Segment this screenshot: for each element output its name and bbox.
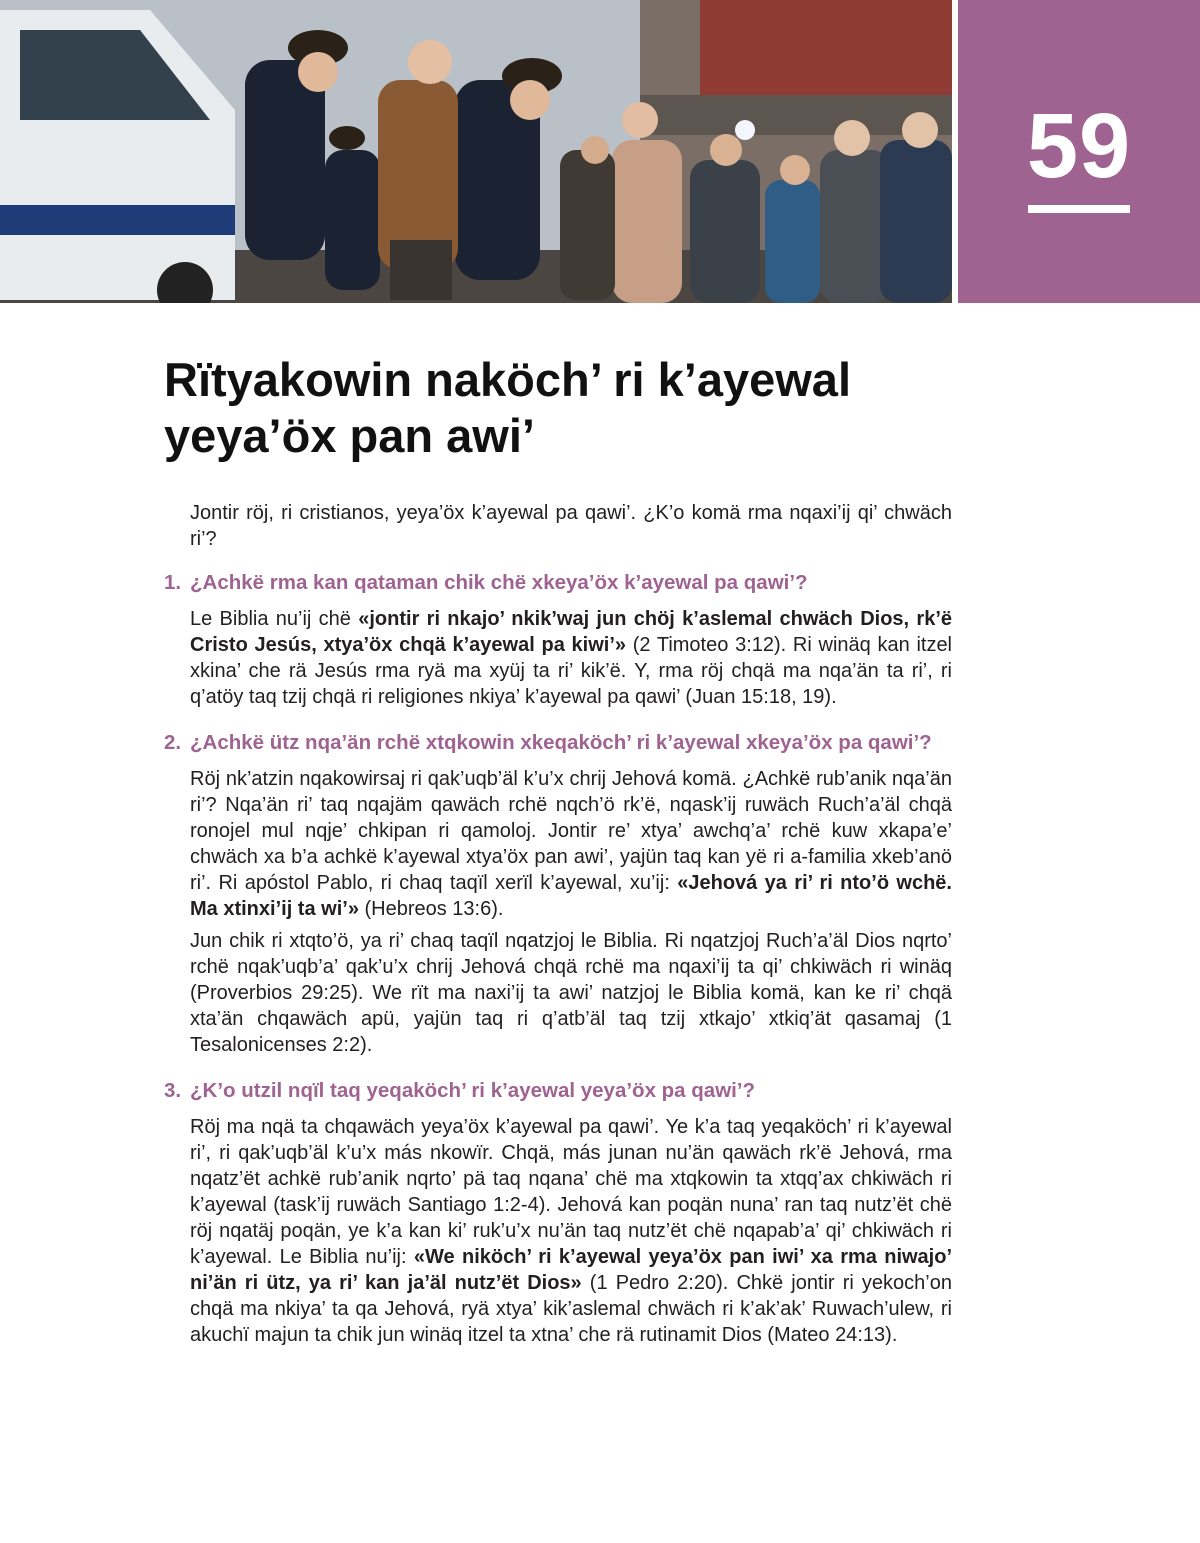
section-question — [164, 570, 952, 596]
text-run: (Hebreos 13:6). — [358, 898, 504, 920]
section-paragraph — [164, 766, 952, 922]
intro-paragraph: Jontir röj, ri cristianos, yeya’öx k’ayewal pa qawi’. ¿K’o komä rma nqaxi’ij qi’ chwäch ri’? — [190, 502, 952, 550]
scripture-quote: «jontir ri nkajo’ nkik’waj jun chöj k’aslemal chwäch Dios, rk’ë Cristo Jesús, xtya’öx chqä k’ayewal pa kiwi’» — [190, 608, 952, 656]
section-3 — [164, 1078, 952, 1348]
text-run: Jun chik ri xtqto’ö, ya ri’ chaq taqïl nqatzjoj le Biblia. Ri nqatzjoj Ruch’a’äl Dios nqrto’ rchë nqak’uqb’a’ qak’u’x chrij Jehová chqä rchë ma nqaxi’ij ta qi’ chkiwäch ri winäq (Proverbios 29:25). We rït ma naxi’ij ta awi’ natzjoj le Biblia komä, kan ke ri’ chqä xta’än chqawäch apü, yajün taq ri q’atb’äl taq tzij xtkajo’ xtkiq’ät qasamaj (1 Tesalonicenses 2:2). — [190, 930, 952, 1056]
question-text: ¿Achkë ütz nqa’än rchë xtqkowin xkeqaköch’ ri k’ayewal xkeya’öx pa qawi’? — [190, 731, 932, 754]
scripture-quote: «We niköch’ ri k’ayewal yeya’öx pan iwi’ xa rma niwajo’ ni’än ri ütz, ya ri’ kan ja’äl nutz’ët Dios» — [190, 1246, 953, 1294]
lesson-number-underline — [1028, 205, 1130, 213]
section-2 — [164, 730, 952, 1058]
lesson-title-line1: Rïtyakowin naköch’ ri k’ayewal — [164, 353, 852, 406]
section-question — [164, 730, 952, 756]
text-run: (2 Timoteo 3:12). Ri winäq kan itzel xkina’ che rä Jesús rma ryä ma xyüj ta ri’ kik’ë. Y, rma röj chqä ma nqa’än ta ri’, ri q’atöy taq tzij chqä ri religiones nkiya’ k’ayewal pa qawi’ (Juan 15:18, 19). — [190, 634, 953, 708]
scripture-quote: «Jehová ya ri’ ri nto’ö wchë. Ma xtinxi’ij ta wi’» — [190, 872, 952, 920]
section-question — [164, 1078, 952, 1104]
text-run: Le Biblia nu’ij chë — [190, 608, 359, 630]
question-number: 3. — [164, 1079, 182, 1102]
question-number: 1. — [164, 571, 182, 594]
section-paragraph — [164, 606, 952, 710]
question-text: ¿Achkë rma kan qataman chik chë xkeya’öx k’ayewal pa qawi’? — [190, 571, 808, 594]
question-number: 2. — [164, 731, 182, 754]
lesson-number: 59 — [1026, 95, 1132, 197]
text-run: Röj ma nqä ta chqawäch yeya’öx k’ayewal pa qawi’. Ye k’a taq yeqaköch’ ri k’ayewal ri’, ri qak’uqb’äl k’u’x más nkowïr. Chqä, más junan nu’än qawäch rk’ë Jehová, rma nqatz’ët achkë rub’anik nqrto’ pä taq nqana’ chë ma xtqkowin ta xtqq’ax chkiwäch ri k’ayewal (task’ij ruwäch Santiago 1:2-4). Jehová kan poqän nuna’ ran taq nutz’ët chë röj nqatäj poqän, ye k’a kan ki’ ruk’u’x nu’än taq nutz’ët chë nqapab’a’ qi’ chkiwäch ri k’ayewal. Le Biblia nu’ij: — [190, 1116, 952, 1268]
lesson-content — [164, 500, 952, 1368]
section-1 — [164, 570, 952, 710]
police-crowd-illustration — [0, 0, 952, 303]
question-text: ¿K’o utzil nqïl taq yeqaköch’ ri k’ayewal yeya’öx pa qawi’? — [190, 1079, 756, 1102]
text-run: Röj nk’atzin nqakowirsaj ri qak’uqb’äl k’u’x chrij Jehová komä. ¿Achkë rub’anik nqa’än ri’? Nqa’än ri’ taq nqajäm qawäch rchë nqch’ö rk’ë, nqask’ij ruwäch Ruch’a’äl chqä ronojel mul nqje’ chkipan ri qamoloj. Jontir re’ xtya’ awchq’a’ rchë kuw xkapa’e’ chwäch xa b’a achkë k’ayewal xtya’öx pan awi’, yajün taq kan yë ri a-familia xkeb’anö ri’. Ri apóstol Pablo, ri chaq taqïl xerïl k’ayewal, xu’ij: — [190, 768, 952, 894]
text-run: (1 Pedro 2:20). Chkë jontir ri yekoch’on chqä ma nkiya’ ta qa Jehová, ryä xtya’ kik’aslemal chwäch ri k’ak’ak’ Ruwach’ulew, ri akuchï majun ta chik jun winäq itzel ta xtna’ che rä rutinamit Dios (Mateo 24:13). — [190, 1272, 952, 1346]
lesson-title — [164, 352, 964, 464]
header-photo — [0, 0, 952, 303]
section-paragraph — [164, 928, 952, 1058]
lesson-title-line2: yeya’öx pan awi’ — [164, 409, 535, 462]
lesson-number-box — [958, 0, 1200, 303]
section-paragraph — [164, 1114, 952, 1348]
